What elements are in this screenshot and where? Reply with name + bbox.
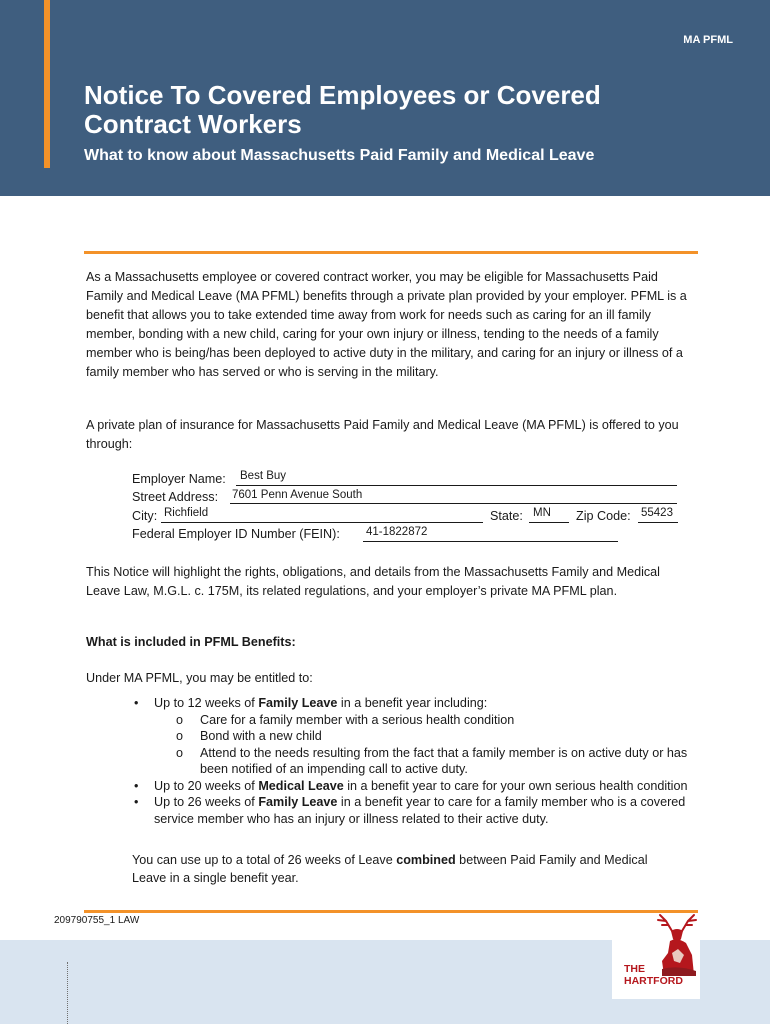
combined-text: You can use up to a total of 26 weeks of Leave bbox=[132, 853, 397, 867]
state-value[interactable]: MN bbox=[533, 507, 551, 519]
street-address-label: Street Address: bbox=[132, 490, 219, 504]
logo-wordmark bbox=[624, 963, 683, 987]
street-address-value[interactable]: 7601 Penn Avenue South bbox=[232, 489, 363, 501]
street-address-line bbox=[230, 503, 677, 504]
benefit-text: Up to 26 weeks of bbox=[154, 795, 259, 809]
intro-paragraph: As a Massachusetts employee or covered contract worker, you may be eligible for Massachusetts Paid Family and Medical Leave (MA PFML) benefits through a private plan provided by your employer. PFML is a benefit that allows you to take extended time away from work for needs such as caring for an ill family member, bonding with a new child, caring for your own injury or illness, tending to the needs of a family member who is being/has been deployed to active duty in the military, and caring for an injury or illness of a family member who has served or who is serving in the military. bbox=[86, 270, 687, 379]
header-tag: MA PFML bbox=[683, 34, 733, 46]
benefit-emphasis: Family Leave bbox=[258, 696, 338, 710]
zip-code-line bbox=[638, 522, 678, 523]
benefits-list bbox=[132, 695, 702, 827]
city-line bbox=[161, 522, 483, 523]
employer-name-line bbox=[236, 485, 677, 486]
benefit-text: in a benefit year to care for your own serious health condition bbox=[343, 778, 688, 793]
notice-paragraph: This Notice will highlight the rights, obligations, and details from the Massachusetts Family and Medical Leave Law, M.G.L. c. 175M, its related regulations, and your employer’s private MA PFML plan. bbox=[86, 565, 660, 598]
state-line bbox=[529, 522, 569, 523]
combined-emphasis: combined bbox=[396, 853, 456, 867]
benefits-heading: What is included in PFML Benefits: bbox=[86, 635, 296, 649]
employer-name-label: Employer Name: bbox=[132, 472, 226, 486]
benefit-text: Up to 20 weeks of bbox=[154, 778, 259, 793]
page-title: Notice To Covered Employees or Covered Contract Workers bbox=[84, 80, 601, 139]
family-leave-sublist bbox=[154, 712, 702, 778]
sub-item-care: o Care for a family member with a serious health condition bbox=[154, 712, 702, 729]
benefit-family-leave-12 bbox=[132, 695, 702, 778]
benefit-medical-leave-20 bbox=[132, 778, 702, 795]
benefit-emphasis: Medical Leave bbox=[258, 778, 344, 793]
document-code: 209790755_1 LAW bbox=[54, 915, 140, 926]
entitled-paragraph: Under MA PFML, you may be entitled to: bbox=[86, 671, 313, 685]
sub-item-active-duty: o Attend to the needs resulting from the fact that a family member is on active duty or has been notified of an impending call to active duty. bbox=[154, 745, 702, 778]
top-divider bbox=[84, 251, 698, 254]
zip-code-value[interactable]: 55423 bbox=[641, 507, 673, 519]
employer-name-value[interactable]: Best Buy bbox=[240, 470, 287, 482]
benefit-emphasis: Family Leave bbox=[258, 795, 338, 809]
benefit-family-leave-26 bbox=[132, 794, 702, 827]
hartford-logo bbox=[612, 913, 700, 999]
city-label: City: bbox=[132, 509, 158, 523]
benefit-text: Up to 12 weeks of bbox=[154, 696, 259, 710]
footer-dotted-line bbox=[67, 962, 68, 1024]
page-subtitle: What to know about Massachusetts Paid Family and Medical Leave bbox=[84, 147, 595, 164]
header-band bbox=[0, 0, 770, 196]
sub-item-bond: o Bond with a new child bbox=[154, 728, 702, 745]
combined-leave-paragraph bbox=[132, 851, 672, 887]
bottom-divider bbox=[84, 910, 698, 913]
fein-label: Federal Employer ID Number (FEIN): bbox=[132, 527, 340, 541]
city-value[interactable]: Richfield bbox=[164, 507, 209, 519]
state-label: State: bbox=[490, 509, 523, 523]
private-plan-paragraph: A private plan of insurance for Massachusetts Paid Family and Medical Leave (MA PFML) is offered to you through: bbox=[86, 418, 679, 451]
zip-code-label: Zip Code: bbox=[576, 509, 631, 523]
logo-word-the: THE bbox=[624, 963, 645, 975]
fein-value[interactable]: 41-1822872 bbox=[366, 526, 428, 538]
benefit-text: in a benefit year to care for a family member who is a covered service member who has an injury or illness related to their active duty. bbox=[154, 795, 686, 826]
benefit-text: in a benefit year including: bbox=[337, 696, 488, 710]
fein-line bbox=[363, 541, 618, 542]
header-accent-bar bbox=[44, 0, 50, 168]
combined-text: between Paid Family and Medical Leave in a single benefit year. bbox=[132, 853, 648, 885]
logo-word-hartford: HARTFORD bbox=[624, 975, 683, 987]
